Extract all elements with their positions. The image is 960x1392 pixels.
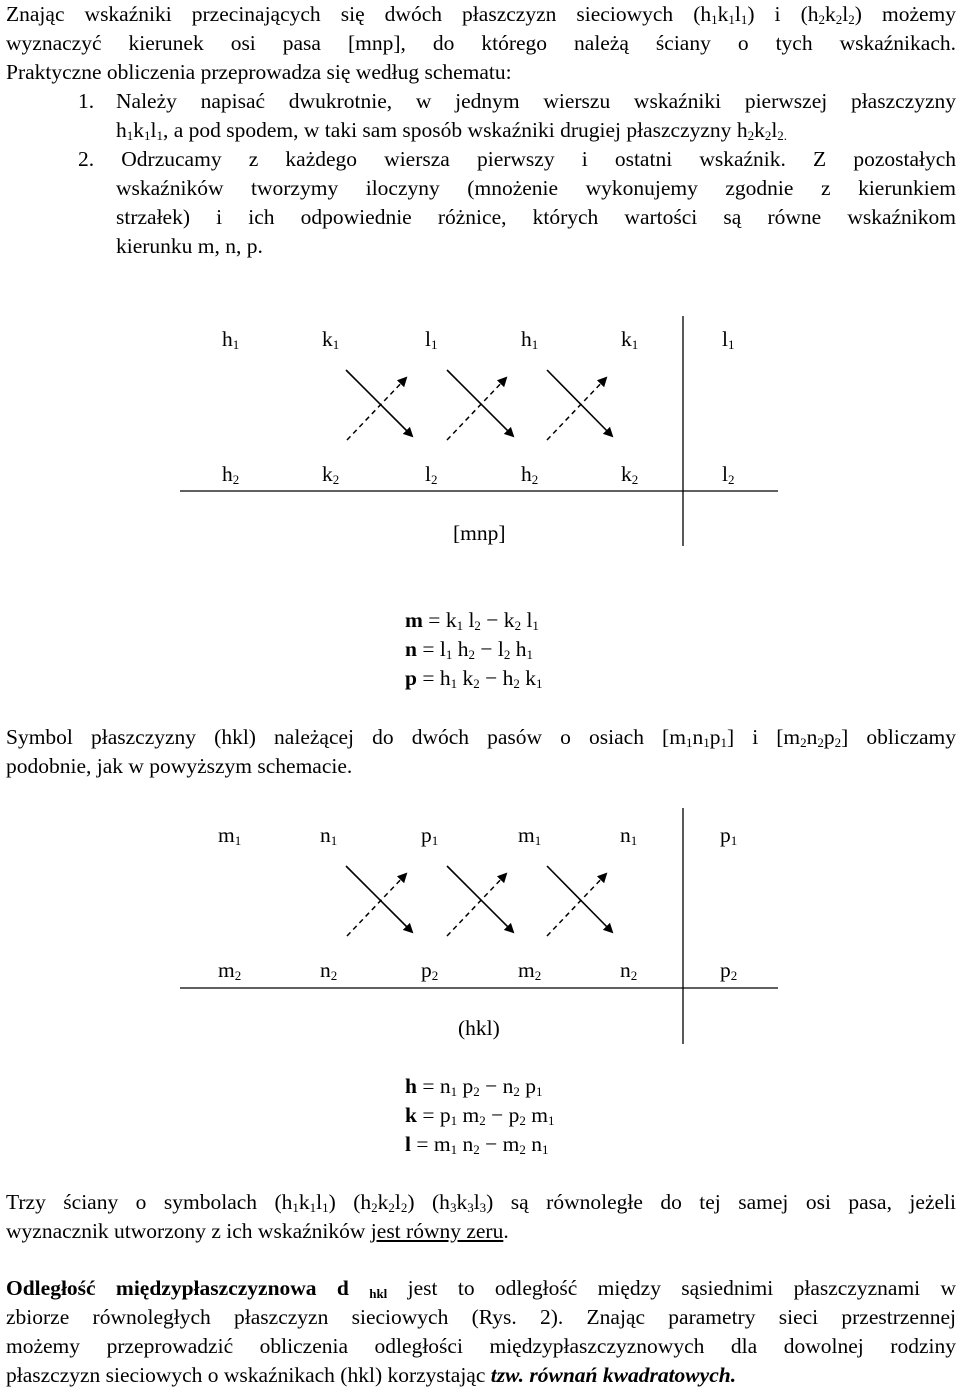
dashed-arrow-5 (447, 874, 506, 936)
top-index-n1: $n_1$ (320, 823, 338, 848)
formula-k: $k = p_1$ $m_2 - p_2$ $m_1$ (405, 1103, 555, 1128)
top-index-4: $h_1$ (521, 327, 539, 352)
result-label-mnp: [mnp] (453, 521, 506, 545)
top-index-n1b: $n_1$ (620, 823, 638, 848)
middle-line-1: Symbol płaszczyzny (hkl) należącej do dwóch pasów o osiach $[m_1n_1p_1]$ i $[m_2n_2p_2]$ obliczamy (6, 725, 956, 750)
bottom-index-n2b: $n_2$ (620, 958, 638, 983)
dashed-arrow-4 (347, 874, 406, 936)
formula-h: $h = n_1$ $p_2 - n_2$ $p_1$ (405, 1074, 543, 1099)
bottom-index-m2b: $m_2$ (518, 958, 542, 983)
step-1-number: 1. (78, 89, 95, 113)
intro-line-1: Znając wskaźniki przecinających się dwóch płaszczyzn sieciowych $(h_1k_1l_1)$ i $(h_2k_2l_2)$ możemy (6, 2, 956, 27)
bottom-index-4: $h_2$ (521, 462, 539, 487)
bottom-index-p2: $p_2$ (421, 958, 439, 983)
intro-line-2: wyznaczyć kierunek osi pasa [mnp], do którego należą ściany o tych wskaźnikach. (6, 31, 956, 55)
top-index-6: $l_1$ (722, 327, 735, 352)
formula-n: $n = l_1$ $h_2 - l_2$ $h_1$ (405, 637, 533, 662)
bottom-index-p2b: $p_2$ (720, 958, 738, 983)
top-index-p1b: $p_1$ (720, 823, 738, 848)
bottom-index-2: $k_2$ (322, 462, 340, 487)
bottom-index-n2: $n_2$ (320, 958, 338, 983)
step-1-text: Należy napisać dwukrotnie, w jednym wierszu wskaźniki pierwszej płaszczyzny $h_1k_1l_1$, a pod spodem, w taki sam sposób wskaźniki drugiej płaszczyzny $h_2k_2l_{2.}$ (116, 89, 956, 143)
bottom-index-m2: $m_2$ (218, 958, 242, 983)
planes-line-2: wyznacznik utworzony z ich wskaźników jest równy zeru. (6, 1219, 509, 1243)
step-2-first-line: 2. Odrzucamy z każdego wiersza pierwszy i ostatni wskaźnik. Z pozostałych (78, 147, 957, 171)
planes-paragraph (6, 1188, 956, 1246)
bottom-index-1: $h_2$ (222, 462, 240, 487)
top-index-p1: $p_1$ (421, 823, 439, 848)
formula-p: $p = h_1$ $k_2 - h_2$ $k_1$ (405, 666, 543, 691)
bottom-index-6: $l_2$ (722, 462, 735, 487)
top-index-m1: $m_1$ (218, 823, 242, 848)
top-index-2: $k_1$ (322, 327, 340, 352)
top-index-1: $h_1$ (222, 327, 240, 352)
distance-line-3: możemy przeprowadzić obliczenia odległości międzypłaszczyznowych dla dowolnej rodziny (6, 1334, 956, 1358)
distance-line-1: Odległość międzypłaszczyznowa d $_{hkl}$ jest to odległość między sąsiednimi płaszczyznami w (6, 1276, 957, 1301)
top-index-m1b: $m_1$ (518, 823, 542, 848)
planes-line-1: Trzy ściany o symbolach $(h_1k_1l_1)$ $(h_2k_2l_2)$ $(h_3k_3l_3)$ są równoległe do tej samej osi pasa, jeżeli (6, 1190, 956, 1215)
distance-line-4: płaszczyzn sieciowych o wskaźnikach (hkl) korzystając tzw. równań kwadratowych. (6, 1363, 737, 1387)
solid-arrow-4 (346, 866, 412, 932)
middle-line-2: podobnie, jak w powyższym schemacie. (6, 754, 353, 778)
formula-l: $l = m_1$ $n_2 - m_2$ $n_1$ (405, 1132, 549, 1157)
formula-m: $m = k_1$ $l_2 - k_2$ $l_1$ (405, 608, 539, 633)
intro-line-3: Praktyczne obliczenia przeprowadza się według schematu: (6, 60, 512, 84)
step-2-text: wskaźników tworzymy iloczyny (mnożenie wykonujemy zgodnie z kierunkiem strzałek) i ich odpowiednie różnice, których wartości są równe wskaźnikom kierunku m, n, p. (116, 176, 956, 258)
dashed-arrow-6 (547, 874, 606, 936)
solid-arrow-6 (547, 866, 612, 932)
distance-paragraph (6, 1274, 956, 1390)
bottom-index-3: $l_2$ (425, 462, 438, 487)
top-index-3: $l_1$ (425, 327, 438, 352)
result-label-hkl: (hkl) (458, 1016, 500, 1040)
top-index-5: $k_1$ (621, 327, 639, 352)
bottom-index-5: $k_2$ (621, 462, 639, 487)
solid-arrow-5 (447, 866, 513, 932)
distance-line-2: zbiorze równoległych płaszczyzn sieciowych (Rys. 2). Znając parametry sieci przestrzennej (6, 1305, 956, 1329)
